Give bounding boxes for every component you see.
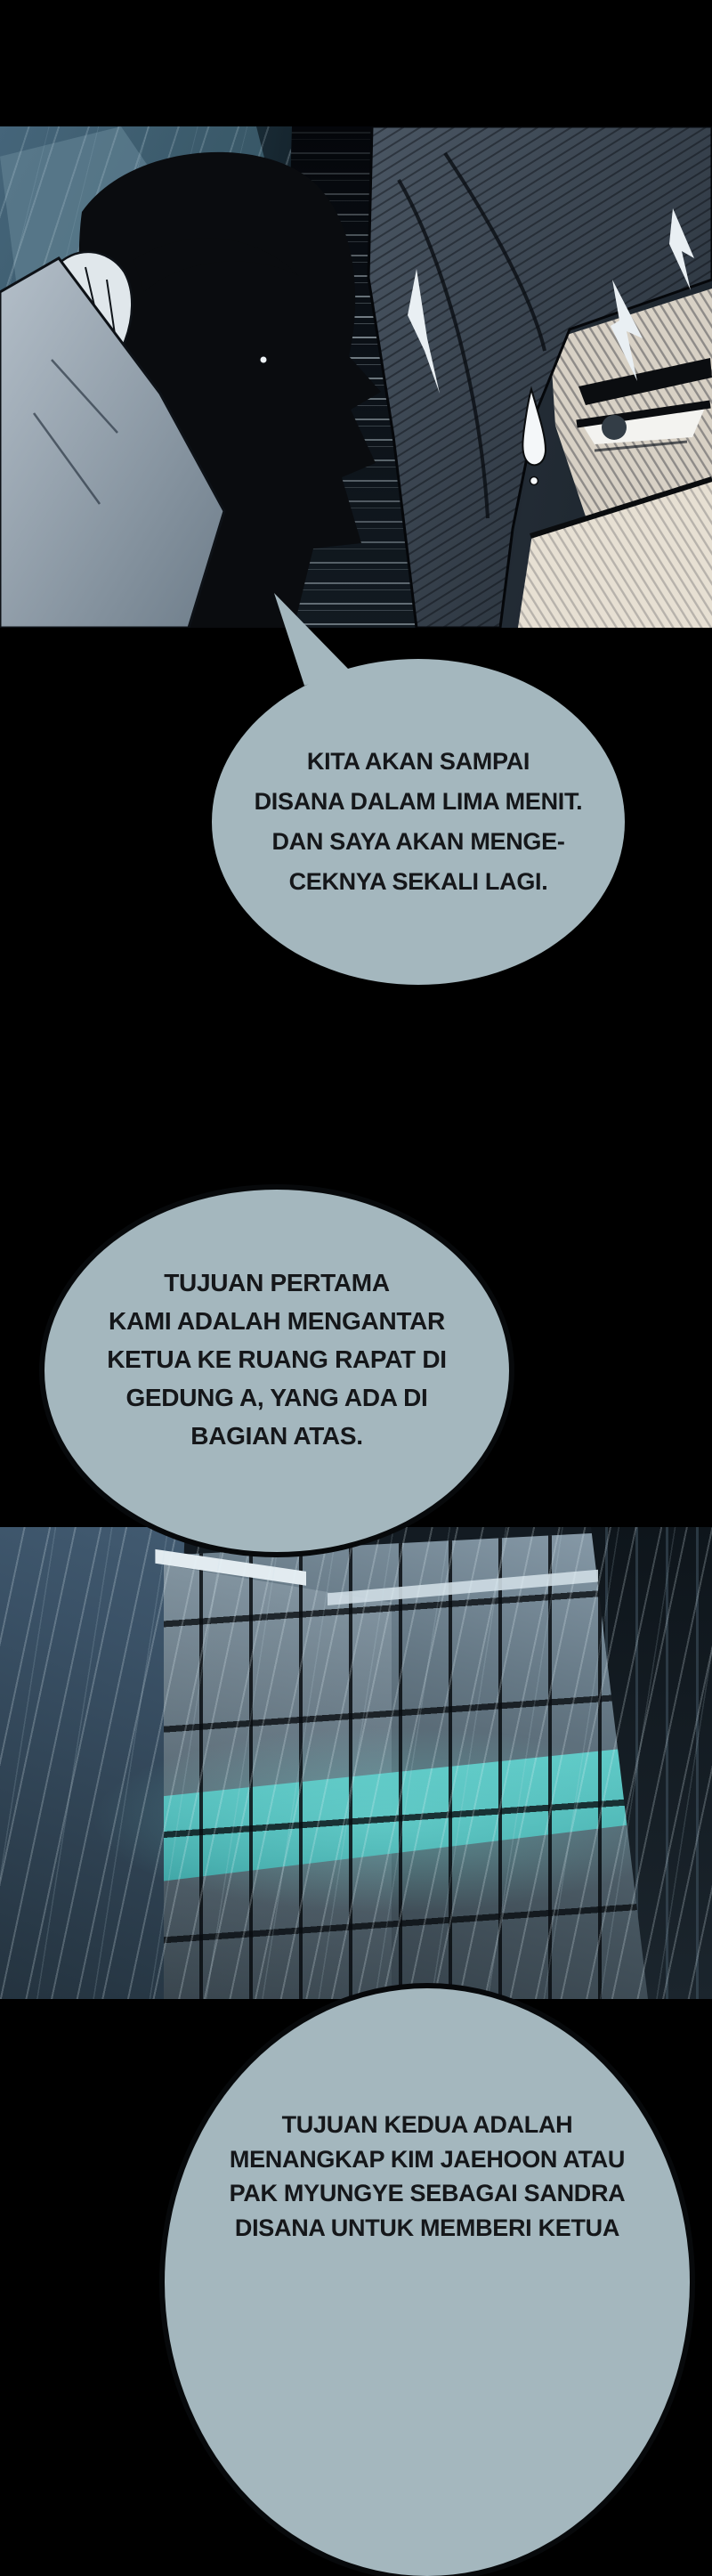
bubble-1-line: DAN SAYA AKAN MENGE- — [271, 828, 565, 855]
bubble-1-line: DISANA DALAM LIMA MENIT. — [254, 788, 583, 815]
bubble-3-line: TUJUAN KEDUA ADALAH — [281, 2111, 573, 2138]
bubble-3-line: DISANA UNTUK MEMBERI KETUA — [234, 2214, 620, 2241]
art-panel-building — [0, 1527, 712, 1999]
water-droplet — [530, 477, 538, 485]
figures-artwork — [0, 126, 712, 628]
bubble-2-line: KAMI ADALAH MENGANTAR — [109, 1307, 445, 1335]
bubble-2-line: TUJUAN PERTAMA — [164, 1269, 390, 1296]
bubble-1-line: KITA AKAN SAMPAI — [306, 748, 530, 775]
bubble-2-line: KETUA KE RUANG RAPAT DI — [107, 1345, 447, 1373]
art-panel-car-scene — [0, 126, 712, 628]
speech-bubble-2 — [44, 1190, 509, 1552]
bubble-1-line: CEKNYA SEKALI LAGI. — [288, 868, 548, 895]
bubble-2-line: GEDUNG A, YANG ADA DI — [125, 1384, 428, 1411]
speech-bubble-1 — [212, 659, 625, 985]
speech-bubble-3 — [165, 1988, 690, 2576]
bubble-3-line: PAK MYUNGYE SEBAGAI SANDRA — [229, 2180, 626, 2206]
man-iris — [602, 415, 627, 440]
bubble-2-line: BAGIAN ATAS. — [190, 1422, 363, 1450]
bubble-3-line: MENANGKAP KIM JAEHOON ATAU — [229, 2145, 626, 2173]
hooded-man — [368, 126, 712, 628]
rain-streaks — [0, 1527, 712, 1999]
woman-earring — [261, 357, 267, 363]
